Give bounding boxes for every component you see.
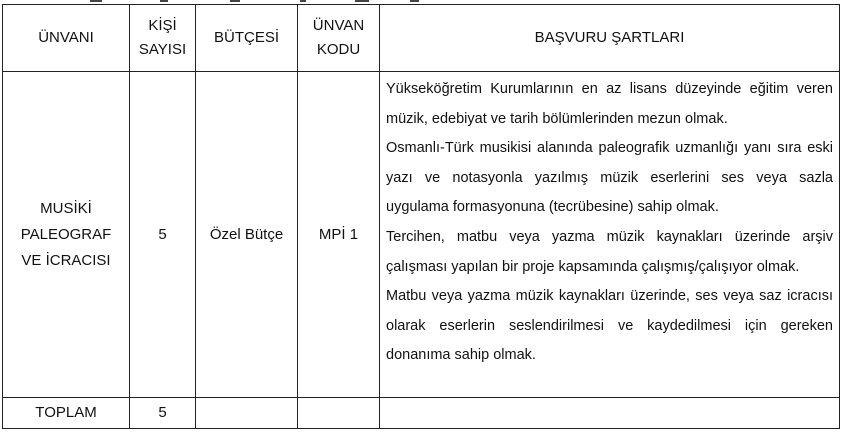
total-label: TOPLAM: [3, 398, 130, 429]
position-title: [3, 72, 130, 398]
requirements-cell: [380, 72, 840, 398]
requirement-item: Osmanlı-Türk musikisi alanında paleografik uzmanlığı yanı sıra eski yazı ve notasyonla yazılmış müzik eserlerini ses veya sazla uygulama formasyonuna (tecrübesine) sahip olmak.: [386, 140, 833, 216]
header-code-line1: ÜNVAN: [312, 17, 365, 34]
total-empty-code: [298, 398, 380, 429]
header-code-line2: KODU: [316, 41, 361, 58]
total-empty-budget: [196, 398, 298, 429]
positions-table: [2, 4, 840, 429]
total-empty-requirements: [380, 398, 840, 429]
table-row: [3, 72, 840, 398]
position-title-line2: PALEOGRAF: [20, 225, 112, 243]
requirement-item: Tercihen, matbu veya yazma müzik kaynakları üzerinde arşiv çalışması yapılan bir proje kapsamında çalışmış/çalışıyor olmak.: [386, 228, 833, 275]
requirement-item: Yükseköğretim Kurumlarının en az lisans düzeyinde eğitim veren müzik, edebiyat ve tarih bölümlerinden mezun olmak.: [386, 81, 833, 127]
requirement-item: Matbu veya yazma müzik kaynakları üzerinde, ses veya saz icracısı olarak eserlerin seslendirilmesi ve kaydedilmesi için gereken donanıma sahip olmak.: [386, 288, 833, 364]
header-budget: BÜTÇESİ: [196, 5, 298, 72]
total-count: 5: [130, 398, 196, 429]
header-count: [130, 5, 196, 72]
header-code: [298, 5, 380, 72]
total-row: [3, 398, 840, 429]
header-count-line2: SAYISI: [138, 41, 187, 58]
header-title: ÜNVANI: [3, 5, 130, 72]
position-title-line3: VE İCRACISI: [21, 251, 111, 269]
position-budget: Özel Bütçe: [196, 72, 298, 398]
header-requirements: BAŞVURU ŞARTLARI: [380, 5, 840, 72]
position-code: MPİ 1: [298, 72, 380, 398]
position-title-line1: MUSİKİ: [40, 199, 92, 217]
table-header-row: [3, 5, 840, 72]
position-count: 5: [130, 72, 196, 398]
header-count-line1: KİŞİ: [148, 17, 177, 34]
